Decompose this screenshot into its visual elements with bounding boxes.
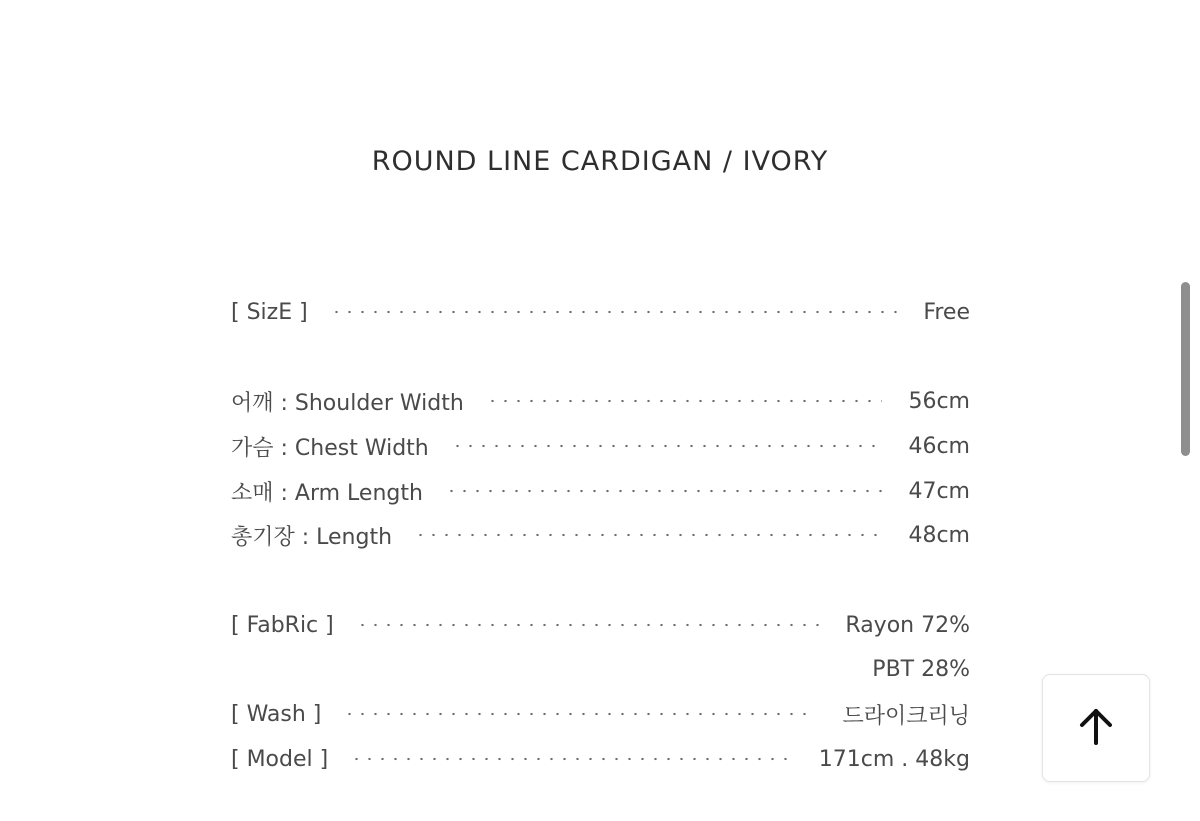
dot-leader — [486, 399, 883, 403]
spec-row-fabric-2 — [231, 654, 970, 684]
spec-row-fabric — [231, 610, 970, 640]
spec-value-wash: 드라이크리닝 — [842, 703, 970, 729]
spec-label-arm: 소매 : Arm Length — [231, 480, 423, 506]
dot-leader — [350, 757, 793, 761]
dot-leader — [451, 444, 883, 448]
arrow-up-icon — [1074, 704, 1118, 752]
spec-label-wash: [ Wash ] — [231, 701, 322, 727]
spec-value-model: 171cm . 48kg — [818, 746, 970, 772]
spec-value-fabric-2: PBT 28% — [872, 656, 970, 682]
dot-leader — [343, 712, 816, 716]
spec-value-arm: 47cm — [908, 478, 970, 504]
spec-value-chest: 46cm — [908, 433, 970, 459]
spec-row-length — [231, 520, 970, 550]
spec-label-fabric: [ FabRic ] — [231, 612, 334, 638]
spec-label-length: 총기장 : Length — [231, 524, 393, 550]
spec-value-fabric: Rayon 72% — [845, 612, 970, 638]
dot-leader — [356, 623, 820, 627]
spec-label-shoulder: 어깨 : Shoulder Width — [231, 390, 464, 416]
dot-leader — [330, 310, 898, 314]
dot-leader — [414, 533, 882, 537]
spec-value-size: Free — [923, 299, 970, 325]
spec-label-chest: 가슴 : Chest Width — [231, 435, 429, 461]
scrollbar-thumb[interactable] — [1181, 282, 1190, 456]
spec-row-model — [231, 744, 970, 774]
spec-value-shoulder: 56cm — [908, 388, 970, 414]
spec-label-size: [ SizE ] — [231, 299, 308, 325]
spec-row-wash — [231, 699, 970, 729]
spec-row-shoulder — [231, 386, 970, 416]
scroll-to-top-button[interactable] — [1042, 674, 1150, 782]
spec-value-length: 48cm — [908, 522, 970, 548]
dot-leader — [445, 489, 883, 493]
spec-label-model: [ Model ] — [231, 746, 329, 772]
spec-row-chest — [231, 431, 970, 461]
spec-row-size — [231, 297, 970, 327]
spec-row-arm — [231, 476, 970, 506]
product-title: ROUND LINE CARDIGAN / IVORY — [371, 146, 829, 177]
